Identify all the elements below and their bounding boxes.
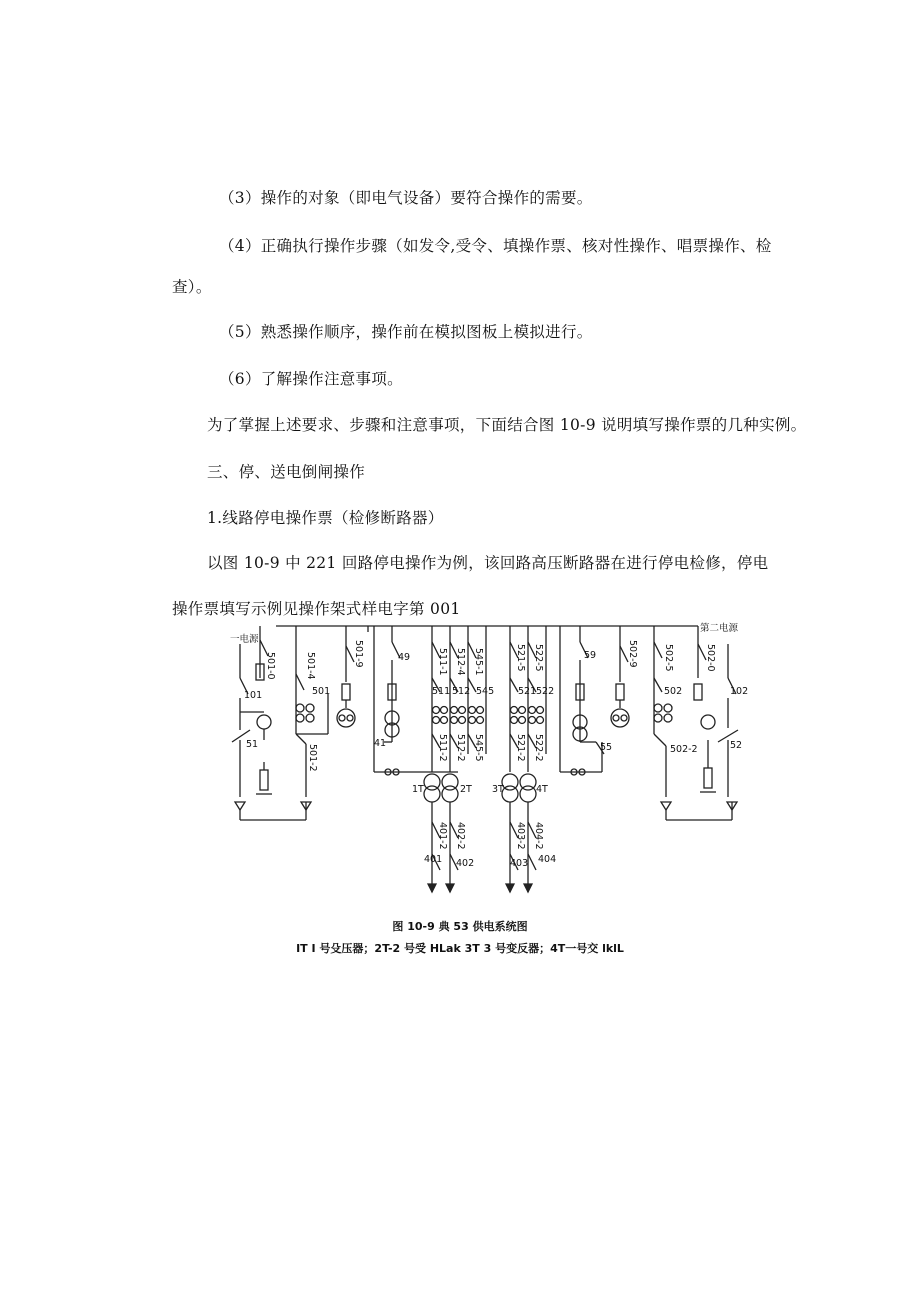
section-heading: 三、停、送电倒闸操作 (207, 463, 366, 481)
label-59: 59 (584, 650, 597, 661)
label-403: 403 (510, 858, 529, 869)
label-55: 55 (600, 742, 613, 753)
label-522: 522 (536, 686, 555, 697)
label-501: 501 (312, 686, 331, 697)
label-545-1: 545-1 (473, 648, 484, 676)
label-502-5: 502-5 (663, 644, 674, 672)
label-521-2: 521-2 (515, 734, 526, 762)
label-545-5: 545-5 (473, 734, 484, 762)
label-501-9: 501-9 (353, 640, 364, 668)
paragraph-example-cont: 操作票填写示例见操作架式样电字第 001 (172, 600, 461, 618)
label-402-2: 402-2 (455, 822, 466, 850)
label-511-1: 511-1 (437, 648, 448, 676)
label-401-2: 401-2 (437, 822, 448, 850)
label-2T: 2T (460, 784, 472, 795)
label-521-5: 521-5 (515, 644, 526, 672)
label-511: 511 (432, 686, 451, 697)
label-512: 512 (452, 686, 471, 697)
source-2-label: 第二电源 (700, 623, 739, 634)
paragraph-intro: 为了掌握上述要求、步骤和注意事项，下面结合图 10-9 说明填写操作票的几种实例。 (207, 416, 807, 434)
label-522-2: 522-2 (533, 734, 544, 762)
label-41: 41 (374, 738, 387, 749)
source-1-label: 一电源 (230, 634, 259, 645)
bay-59 (560, 626, 604, 775)
label-502-0: 502-0 (705, 644, 716, 672)
feeder-arrows (428, 884, 532, 892)
label-401: 401 (424, 854, 443, 865)
paragraph-example: 以图 10-9 中 221 回路停电操作为例，该回路高压断路器在进行停电检修，停电 (207, 554, 769, 572)
paragraph-6: （6）了解操作注意事项。 (219, 370, 403, 388)
label-512-4: 512-4 (455, 648, 466, 676)
label-502: 502 (664, 686, 683, 697)
label-404: 404 (538, 854, 557, 865)
label-502-9: 502-9 (627, 640, 638, 668)
label-49: 49 (398, 652, 411, 663)
bay-502-9 (611, 626, 629, 727)
label-402: 402 (456, 858, 475, 869)
label-511-2: 511-2 (437, 734, 448, 762)
label-502-2: 502-2 (670, 744, 698, 755)
label-1T: 1T (412, 784, 424, 795)
label-403-2: 403-2 (515, 822, 526, 850)
label-404-2: 404-2 (533, 822, 544, 850)
power-system-diagram (228, 622, 748, 894)
label-3T: 3T (492, 784, 504, 795)
paragraph-5: （5）熟悉操作顺序，操作前在模拟图板上模拟进行。 (219, 323, 593, 341)
label-501-2: 501-2 (307, 744, 318, 772)
label-52: 52 (730, 740, 743, 751)
label-501-4: 501-4 (305, 652, 316, 680)
paragraph-4-cont: 查）。 (172, 278, 212, 296)
label-51: 51 (246, 739, 259, 750)
label-501-0: 501-0 (265, 652, 276, 680)
paragraph-3: （3）操作的对象（即电气设备）要符合操作的需要。 (219, 189, 593, 207)
subsection-heading: 1.线路停电操作票（检修断路器） (207, 509, 444, 527)
figure-caption-note: IT I 号殳压器；2T-2 号受 HLak 3T 3 号变反器；4T一号交 lklL (296, 942, 624, 955)
figure-caption-title: 图 10-9 典 53 供电系统图 (392, 920, 528, 933)
label-521: 521 (518, 686, 537, 697)
label-522-5: 522-5 (533, 644, 544, 672)
label-4T: 4T (536, 784, 548, 795)
paragraph-4: （4）正确执行操作步骤（如发令,受令、填操作票、核对性操作、唱票操作、检 (219, 237, 772, 255)
label-101: 101 (244, 690, 263, 701)
bay-501-9 (337, 626, 355, 727)
label-102: 102 (730, 686, 748, 697)
label-512-2: 512-2 (455, 734, 466, 762)
label-545: 545 (476, 686, 495, 697)
